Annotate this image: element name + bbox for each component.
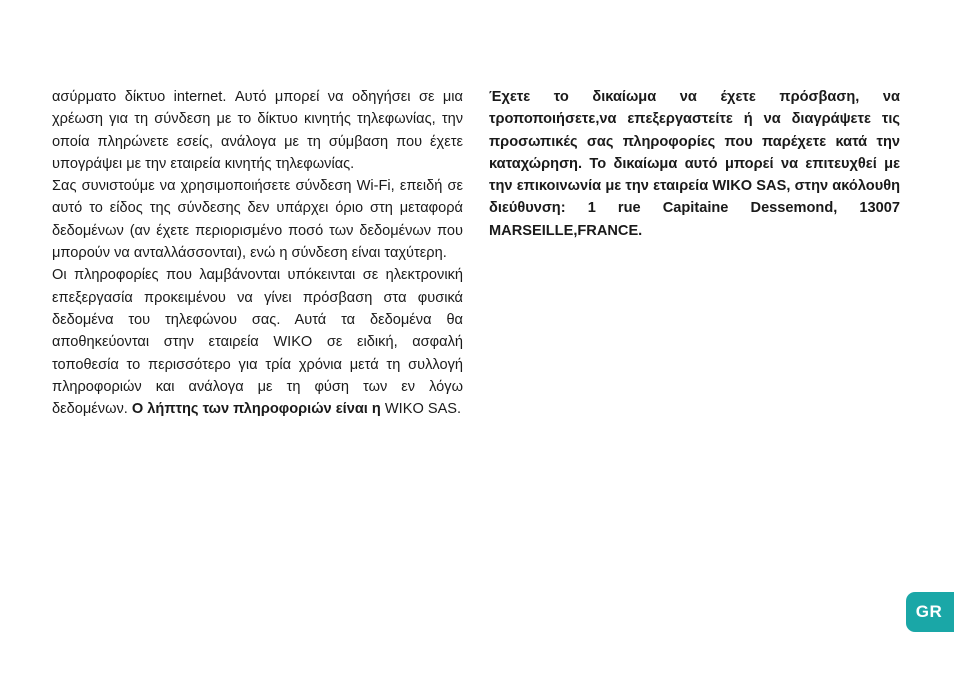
- paragraph-mobile-charges: ασύρματο δίκτυο internet. Αυτό μπορεί να οδηγήσει σε μια χρέωση για τη σύνδεση με το δίκτυο κινητής τηλεφωνίας, την οποία πληρώνετε εσείς, ανάλογα με τη σύμβαση που έχετε υπογράψει με την εταιρεία κινητής τηλεφωνίας.: [52, 89, 463, 172]
- right-text-column: [489, 86, 900, 242]
- data-processing-text: Οι πληροφορίες που λαμβάνονται υπόκεινται σε ηλεκτρονική επεξεργασία προκειμένου να γίνει πρόσβαση στα φυσικά δεδομένα του τηλεφώνου σας. Αυτά τα δεδομένα θα αποθηκεύονται στην εταιρεία WIKO σε ειδική, ασφαλή τοποθεσία το περισσότερο για τρία χρόνια μετά τη συλλογή πληροφοριών και ανάλογα με τη φύση των εν λόγω δεδομένων.: [52, 267, 463, 418]
- paragraph-wifi-recommendation: Σας συνιστούμε να χρησιμοποιήσετε σύνδεση Wi-Fi, επειδή σε αυτό το είδος της σύνδεσης δεν υπάρχει όριο στη μεταφορά δεδομένων (αν έχετε περιορισμένο ποσό των δεδομένων που μπορούν να ανταλλάσσονται), ενώ η σύνδεση είναι ταχύτερη.: [52, 178, 463, 262]
- language-tab: GR: [906, 592, 954, 632]
- data-recipient-label: Ο λήπτης των πληροφοριών είναι η: [131, 401, 381, 418]
- paragraph-access-rights: Έχετε το δικαίωμα να έχετε πρόσβαση, να τροποποιήσετε,να επεξεργαστείτε ή να διαγράψετε τις προσωπικές σας πληροφορίες που παρέχετε κατά την καταχώρηση. Το δικαίωμα αυτό μπορεί να επιτευχθεί με την επικοινωνία με την εταιρεία WIKO SAS, στην ακόλουθη διεύθυνση: 1 rue Capitaine Dessemond, 13007 MARSEILLE,FRANCE.: [489, 89, 900, 239]
- left-text-column: [52, 86, 463, 420]
- data-recipient-name: WIKO SAS.: [384, 401, 462, 418]
- paragraph-data-processing: [52, 264, 463, 420]
